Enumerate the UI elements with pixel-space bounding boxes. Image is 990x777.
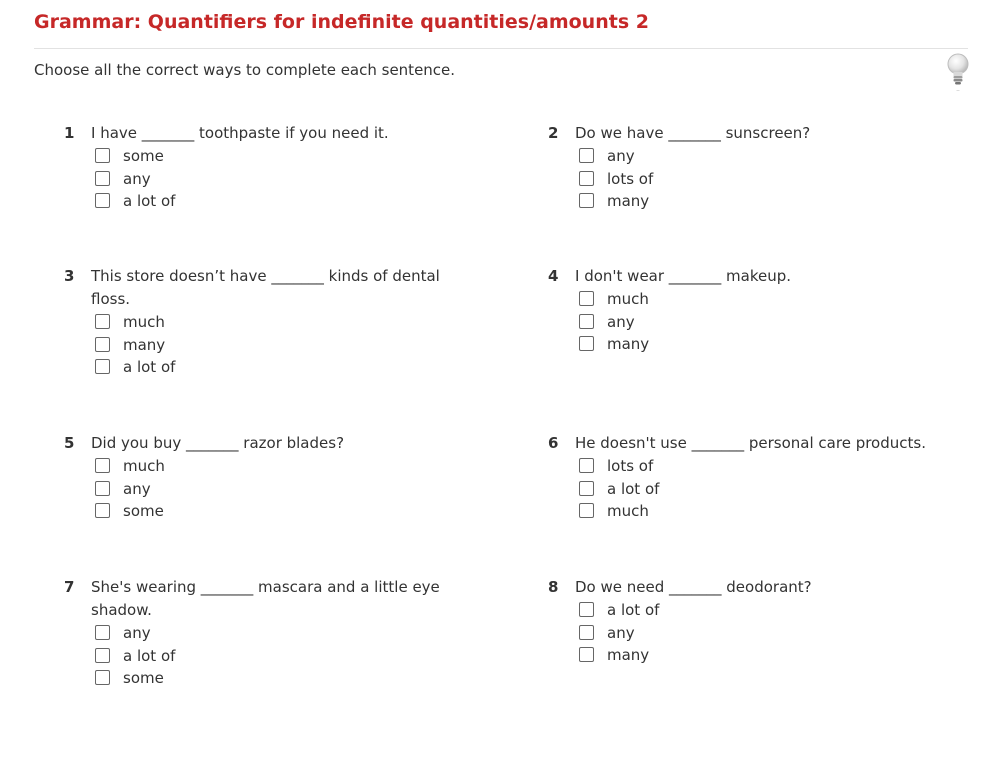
question-number: 4	[548, 267, 559, 285]
answer-option[interactable]	[548, 190, 928, 213]
question-number: 5	[64, 434, 75, 452]
option-label: any	[123, 624, 151, 642]
answer-option[interactable]	[548, 478, 968, 501]
checkbox[interactable]	[579, 503, 594, 518]
checkbox[interactable]	[95, 359, 110, 374]
answer-option[interactable]	[64, 311, 444, 334]
checkbox[interactable]	[579, 336, 594, 351]
answer-option[interactable]	[548, 145, 928, 168]
option-label: any	[123, 169, 151, 188]
checkbox[interactable]	[95, 148, 110, 163]
option-label: much	[607, 502, 649, 520]
question-text: I have _______ toothpaste if you need it.	[91, 124, 389, 142]
question-number: 1	[64, 124, 75, 142]
checkbox[interactable]	[579, 171, 594, 186]
question-2	[548, 122, 928, 213]
checkbox[interactable]	[95, 337, 110, 352]
option-label: any	[123, 479, 151, 498]
instructions-text: Choose all the correct ways to complete each sentence.	[34, 61, 456, 79]
checkbox[interactable]	[95, 481, 110, 496]
option-label: lots of	[607, 457, 654, 475]
answer-option[interactable]	[64, 455, 444, 478]
answer-option[interactable]	[548, 500, 968, 523]
answer-option[interactable]	[548, 288, 928, 311]
checkbox[interactable]	[95, 625, 110, 640]
question-6	[548, 432, 968, 523]
checkbox[interactable]	[95, 193, 110, 208]
answer-option[interactable]	[64, 168, 444, 191]
question-text: Do we need _______ deodorant?	[575, 578, 812, 596]
answer-option[interactable]	[64, 645, 444, 668]
checkbox[interactable]	[579, 291, 594, 306]
checkbox[interactable]	[579, 314, 594, 329]
question-number: 3	[64, 267, 75, 285]
option-label: much	[123, 457, 165, 475]
question-number: 8	[548, 578, 559, 596]
option-label: any	[607, 623, 635, 642]
option-label: many	[607, 646, 650, 664]
option-label: many	[607, 192, 650, 210]
option-label: some	[123, 147, 164, 165]
option-label: lots of	[607, 169, 654, 188]
question-number: 7	[64, 578, 75, 596]
option-label: a lot of	[123, 646, 176, 665]
question-text: Did you buy _______ razor blades?	[91, 434, 345, 452]
option-label: a lot of	[607, 479, 660, 498]
question-text: She's wearing _______ mascara and a little eye shadow.	[91, 578, 440, 619]
checkbox[interactable]	[95, 648, 110, 663]
option-label: any	[607, 147, 635, 165]
question-text: He doesn't use _______ personal care products.	[575, 434, 926, 452]
checkbox[interactable]	[95, 503, 110, 518]
checkbox[interactable]	[95, 314, 110, 329]
checkbox[interactable]	[95, 670, 110, 685]
option-label: a lot of	[123, 192, 176, 210]
question-5	[64, 432, 444, 523]
question-4	[548, 265, 928, 356]
option-label: many	[607, 335, 650, 353]
option-label: many	[123, 335, 166, 354]
answer-option[interactable]	[64, 356, 444, 379]
answer-option[interactable]	[64, 500, 444, 523]
answer-option[interactable]	[548, 455, 968, 478]
option-label: a lot of	[607, 601, 660, 619]
answer-option[interactable]	[548, 168, 928, 191]
option-label: a lot of	[123, 358, 176, 376]
question-8	[548, 576, 928, 667]
checkbox[interactable]	[579, 148, 594, 163]
answer-option[interactable]	[64, 190, 444, 213]
option-label: any	[607, 312, 635, 331]
question-number: 6	[548, 434, 559, 452]
question-text: Do we have _______ sunscreen?	[575, 124, 811, 142]
checkbox[interactable]	[579, 602, 594, 617]
question-7	[64, 576, 444, 690]
option-label: much	[123, 313, 165, 331]
checkbox[interactable]	[579, 647, 594, 662]
answer-option[interactable]	[548, 311, 928, 334]
checkbox[interactable]	[95, 171, 110, 186]
question-text: This store doesn’t have _______ kinds of dental floss.	[91, 267, 440, 308]
question-text: I don't wear _______ makeup.	[575, 267, 792, 285]
answer-option[interactable]	[64, 478, 444, 501]
checkbox[interactable]	[579, 625, 594, 640]
question-number: 2	[548, 124, 559, 142]
question-3	[64, 265, 444, 379]
answer-option[interactable]	[548, 599, 928, 622]
answer-option[interactable]	[64, 667, 444, 690]
answer-option[interactable]	[64, 334, 444, 357]
question-1	[64, 122, 444, 213]
answer-option[interactable]	[64, 622, 444, 645]
option-label: some	[123, 502, 164, 520]
page-title: Grammar: Quantifiers for indefinite quantities/amounts 2	[34, 11, 649, 33]
checkbox[interactable]	[579, 458, 594, 473]
checkbox[interactable]	[95, 458, 110, 473]
checkbox[interactable]	[579, 481, 594, 496]
option-label: much	[607, 290, 649, 308]
option-label: some	[123, 669, 164, 687]
answer-option[interactable]	[64, 145, 444, 168]
lightbulb-icon[interactable]	[944, 52, 972, 92]
checkbox[interactable]	[579, 193, 594, 208]
answer-option[interactable]	[548, 333, 928, 356]
answer-option[interactable]	[548, 644, 928, 667]
answer-option[interactable]	[548, 622, 928, 645]
title-divider	[34, 48, 968, 49]
